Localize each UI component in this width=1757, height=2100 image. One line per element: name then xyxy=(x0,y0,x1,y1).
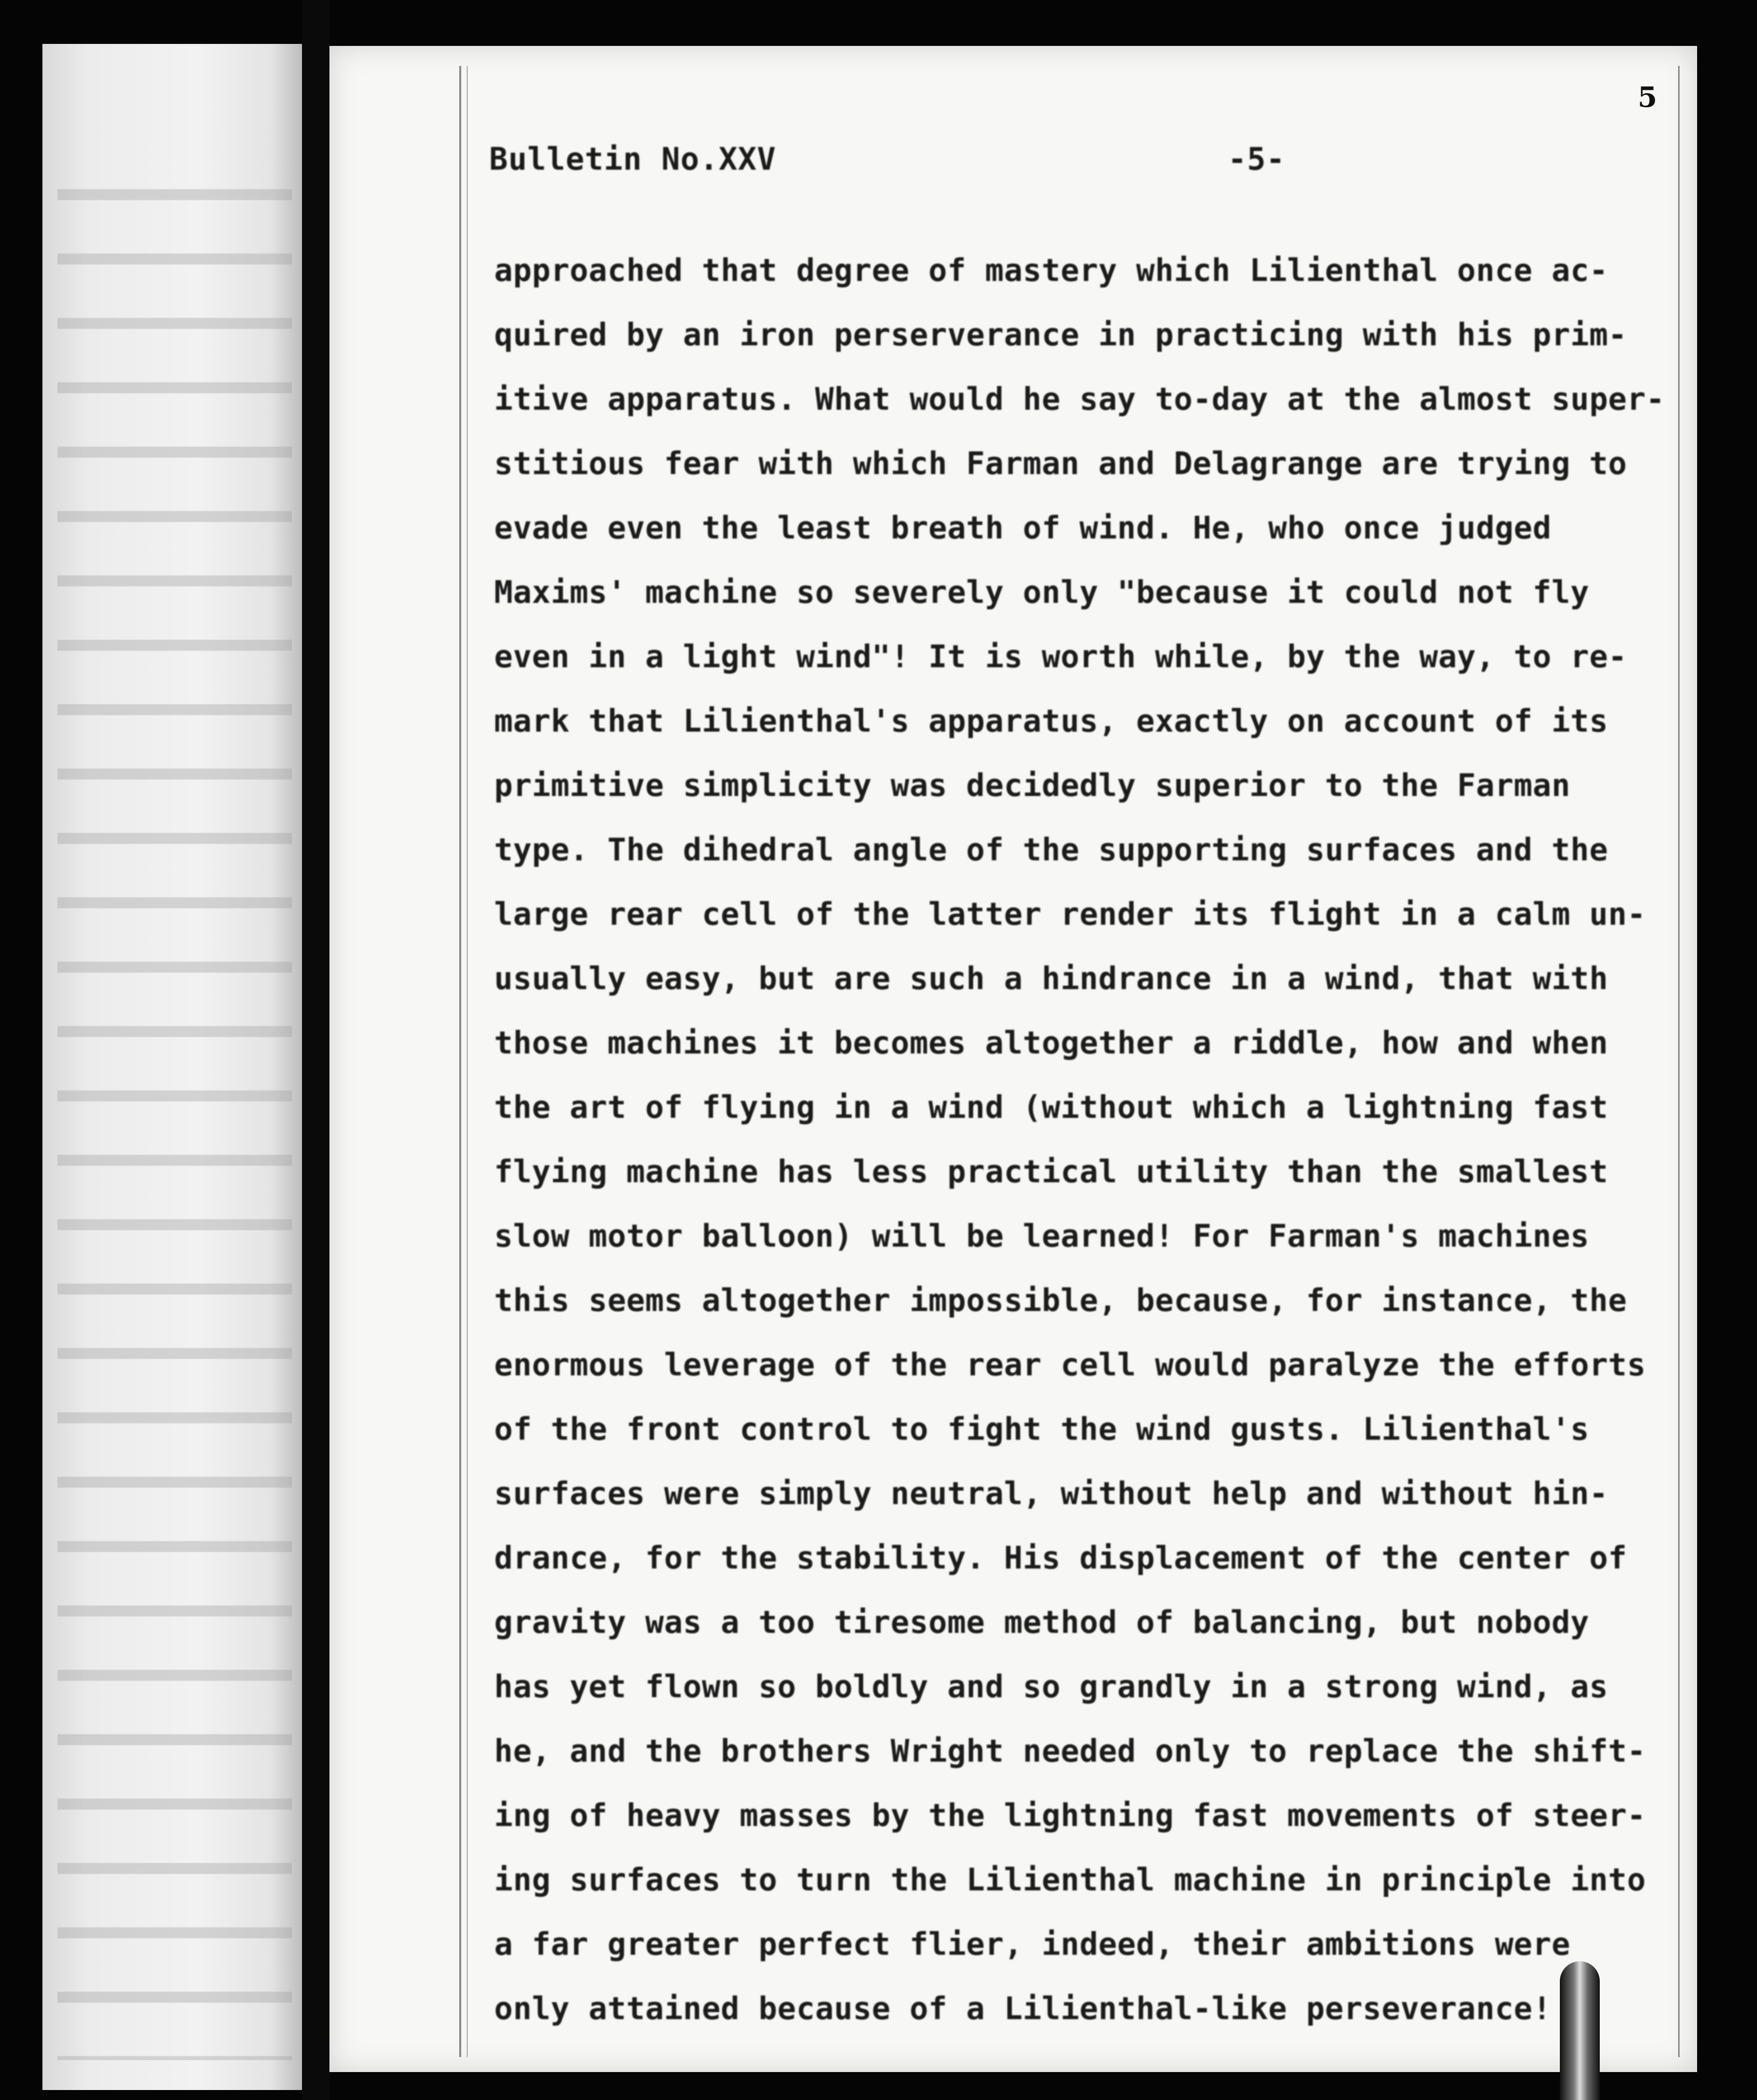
page-header xyxy=(489,141,1587,186)
text-line: mark that Lilienthal's apparatus, exactly on account of its xyxy=(494,703,1608,739)
text-line: evade even the least breath of wind. He, who once judged xyxy=(494,510,1552,546)
text-line: ing surfaces to turn the Lilienthal machine in principle into xyxy=(494,1861,1646,1898)
page-marker: -5- xyxy=(1228,141,1285,177)
text-line: approached that degree of mastery which Lilienthal once ac- xyxy=(494,252,1608,288)
text-line: even in a light wind"! It is worth while, by the way, to re- xyxy=(494,638,1627,675)
text-line: slow motor balloon) will be learned! For Farman's machines xyxy=(494,1218,1589,1254)
text-line: he, and the brothers Wright needed only to replace the shift- xyxy=(494,1733,1646,1769)
document-page xyxy=(329,46,1697,2072)
text-line: large rear cell of the latter render its flight in a calm un- xyxy=(494,896,1646,932)
margin-rule xyxy=(459,66,461,2057)
text-line: this seems altogether impossible, because, for instance, the xyxy=(494,1282,1627,1318)
margin-rule xyxy=(1678,66,1680,2057)
margin-rule xyxy=(467,66,468,2057)
text-line: itive apparatus. What would he say to-day at the almost super- xyxy=(494,381,1665,417)
text-line: Maxims' machine so severely only "because it could not fly xyxy=(494,574,1589,610)
text-line: flying machine has less practical utility than the smallest xyxy=(494,1153,1608,1190)
text-line: type. The dihedral angle of the supporting surfaces and the xyxy=(494,831,1608,868)
page-number: 5 xyxy=(1638,81,1657,114)
text-line: of the front control to fight the wind gusts. Lilienthal's xyxy=(494,1411,1589,1447)
text-line: quired by an iron perserverance in practicing with his prim- xyxy=(494,316,1627,353)
text-line: enormous leverage of the rear cell would paralyze the efforts xyxy=(494,1346,1646,1383)
text-line: those machines it becomes altogether a riddle, how and when xyxy=(494,1025,1608,1061)
text-line: surfaces were simply neutral, without help and without hin- xyxy=(494,1475,1608,1512)
adjacent-page-edge xyxy=(42,44,302,2090)
text-line: only attained because of a Lilienthal-like perseverance! xyxy=(494,1990,1552,2027)
text-line: the art of flying in a wind (without which a lightning fast xyxy=(494,1089,1608,1125)
text-line: primitive simplicity was decidedly superior to the Farman xyxy=(494,767,1571,803)
binding-gutter xyxy=(302,0,329,2100)
text-line: a far greater perfect flier, indeed, their ambitions were xyxy=(494,1926,1571,1962)
text-line: stitious fear with which Farman and Delagrange are trying to xyxy=(494,445,1627,482)
text-line: has yet flown so boldly and so grandly in a strong wind, as xyxy=(494,1668,1608,1705)
text-line: usually easy, but are such a hindrance in a wind, that with xyxy=(494,960,1608,997)
text-line: ing of heavy masses by the lightning fast movements of steer- xyxy=(494,1797,1646,1834)
text-line: drance, for the stability. His displacement of the center of xyxy=(494,1540,1627,1576)
bulletin-title: Bulletin No.XXV xyxy=(489,141,776,177)
text-line: gravity was a too tiresome method of balancing, but nobody xyxy=(494,1604,1589,1640)
faded-text-lines xyxy=(57,144,292,2060)
pin-icon xyxy=(1560,1961,1600,2100)
